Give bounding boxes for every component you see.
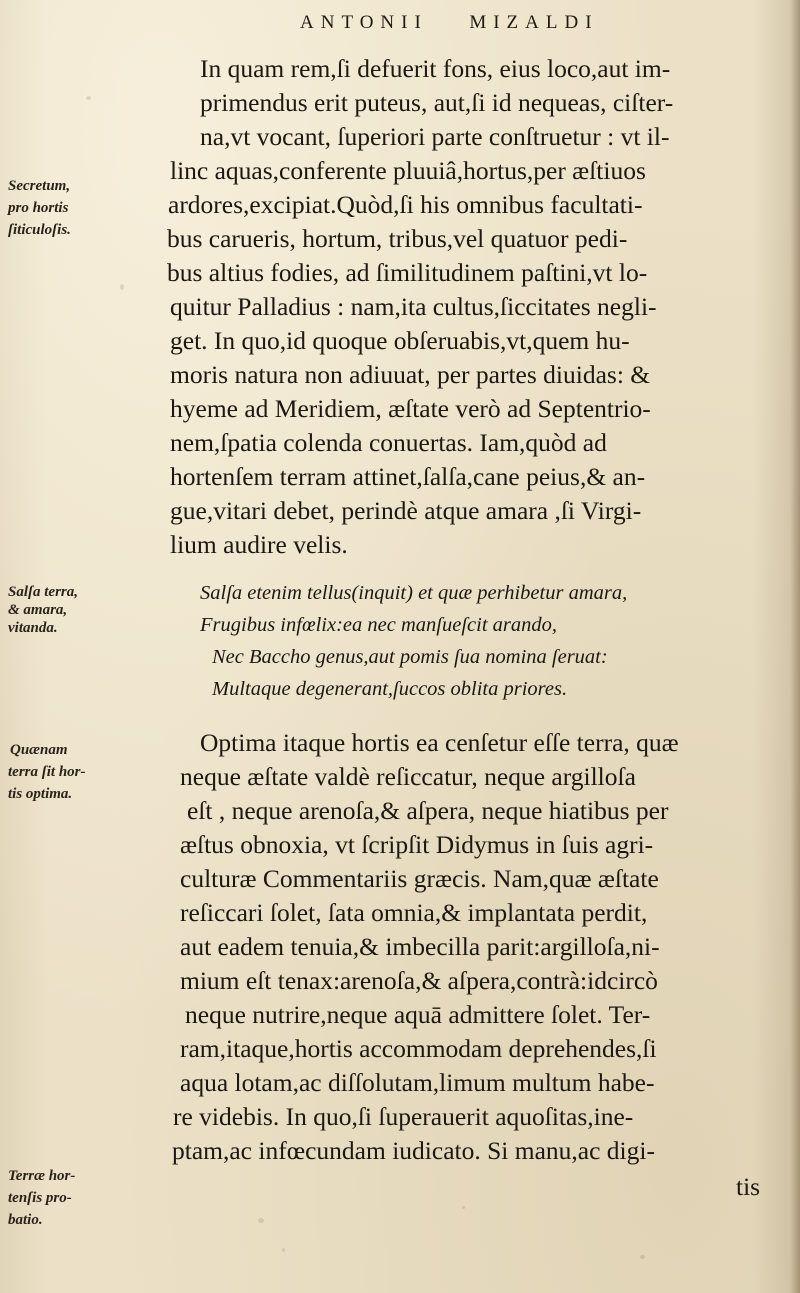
- text-line: neque æſtate valdè reſiccatur, neque argilloſa: [180, 762, 636, 791]
- text-line: Optima itaque hortis ea cenſetur eſſe terra, quæ: [200, 728, 679, 757]
- text-line: get. In quo,id quoque obſeruabis,vt,quem hu-: [170, 326, 630, 355]
- text-line: ram,itaque,hortis accommodam deprehendes,ſi: [180, 1034, 657, 1063]
- text-line: In quam rem,ſi defuerit fons, eius loco,aut im-: [200, 54, 671, 83]
- text-line: hyeme ad Meridiem, æſtate verò ad Septentrio-: [170, 394, 651, 423]
- text-line: neque nutrire,neque aquā admittere ſolet. Ter-: [185, 1000, 651, 1029]
- text-line: aqua lotam,ac diſſolutam,limum multum habe-: [180, 1068, 655, 1097]
- text-line: gue,vitari debet, perindè atque amara ,ſi Virgi-: [170, 496, 642, 525]
- paper-speck: [640, 1255, 645, 1259]
- paper-speck: [86, 96, 91, 100]
- margin-note-line: vitanda.: [8, 620, 58, 636]
- running-head: [300, 12, 700, 34]
- text-line: culturæ Commentariis græcis. Nam,quæ æſtate: [180, 864, 659, 893]
- text-line: ptam,ac infœcundam iudicato. Si manu,ac digi-: [172, 1136, 655, 1165]
- text-line: bus altius fodies, ad ſimilitudinem paſtini,vt lo-: [167, 258, 648, 287]
- text-line: reſiccari ſolet, ſata omnia,& implantata perdit,: [180, 898, 648, 927]
- margin-note-line: tis optima.: [8, 786, 73, 802]
- margin-note-line: batio.: [8, 1212, 43, 1228]
- margin-note-line: ſiticuloſis.: [8, 222, 71, 238]
- text-line: moris natura non adiuuat, per partes diuidas: &: [170, 360, 651, 389]
- text-line: hortenſem terram attinet,ſalſa,cane peius,& an-: [170, 462, 646, 491]
- verse-line: Frugibus infœlix:ea nec manſueſcit arando,: [200, 614, 557, 636]
- text-line: na,vt vocant, ſuperiori parte conſtruetur : vt il-: [200, 122, 670, 151]
- verse-line: Multaque degenerant,ſuccos oblita priores.: [212, 678, 568, 700]
- text-line: lium audire velis.: [170, 530, 348, 559]
- verse-line: Salſa etenim tellus(inquit) et quæ perhibetur amara,: [200, 582, 628, 604]
- text-line: quitur Palladius : nam,ita cultus,ſiccitates negli-: [170, 292, 657, 321]
- running-head-author-first: ANTONII: [300, 12, 428, 33]
- margin-note-line: tenſis pro-: [8, 1190, 72, 1206]
- margin-note-line: & amara,: [8, 602, 68, 618]
- paper-speck: [462, 1206, 465, 1209]
- text-line: mium eſt tenax:arenoſa,& aſpera,contrà:idcircò: [180, 966, 658, 995]
- running-head-author-last: MIZALDI: [469, 12, 599, 33]
- text-line: æſtus obnoxia, vt ſcripſit Didymus in ſuis agri-: [180, 830, 654, 859]
- margin-note-line: Terræ hor-: [8, 1168, 76, 1184]
- verse-line: Nec Baccho genus,aut pomis ſua nomina ſeruat:: [212, 646, 608, 668]
- paper-speck: [282, 1248, 285, 1252]
- margin-note-line: Secretum,: [8, 178, 71, 194]
- margin-note-line: pro hortis: [8, 200, 69, 216]
- paper-speck: [120, 284, 124, 290]
- text-line: linc aquas,conferente pluuiâ,hortus,per æſtiuos: [170, 156, 646, 185]
- text-line: primendus erit puteus, aut,ſi id nequeas, ciſter-: [200, 88, 674, 117]
- text-line: aut eadem tenuia,& imbecilla parit:argilloſa,ni-: [180, 932, 660, 961]
- catchword: tis: [736, 1172, 761, 1201]
- margin-note-line: Salſa terra,: [8, 584, 79, 600]
- text-line: re videbis. In quo,ſi ſuperauerit aquoſitas,ine-: [173, 1102, 634, 1131]
- margin-note-line: terra ſit hor-: [8, 764, 86, 780]
- paper-speck: [258, 1218, 264, 1223]
- text-line: nem,ſpatia colenda conuertas. Iam,quòd ad: [170, 428, 607, 457]
- page-edge-shadow: [790, 0, 800, 1293]
- text-line: ardores,excipiat.Quòd,ſi his omnibus facultati-: [168, 190, 643, 219]
- margin-note-line: Quænam: [10, 742, 68, 758]
- text-line: bus carueris, hortum, tribus,vel quatuor pedi-: [167, 224, 628, 253]
- text-line: eſt , neque arenoſa,& aſpera, neque hiatibus per: [187, 796, 669, 825]
